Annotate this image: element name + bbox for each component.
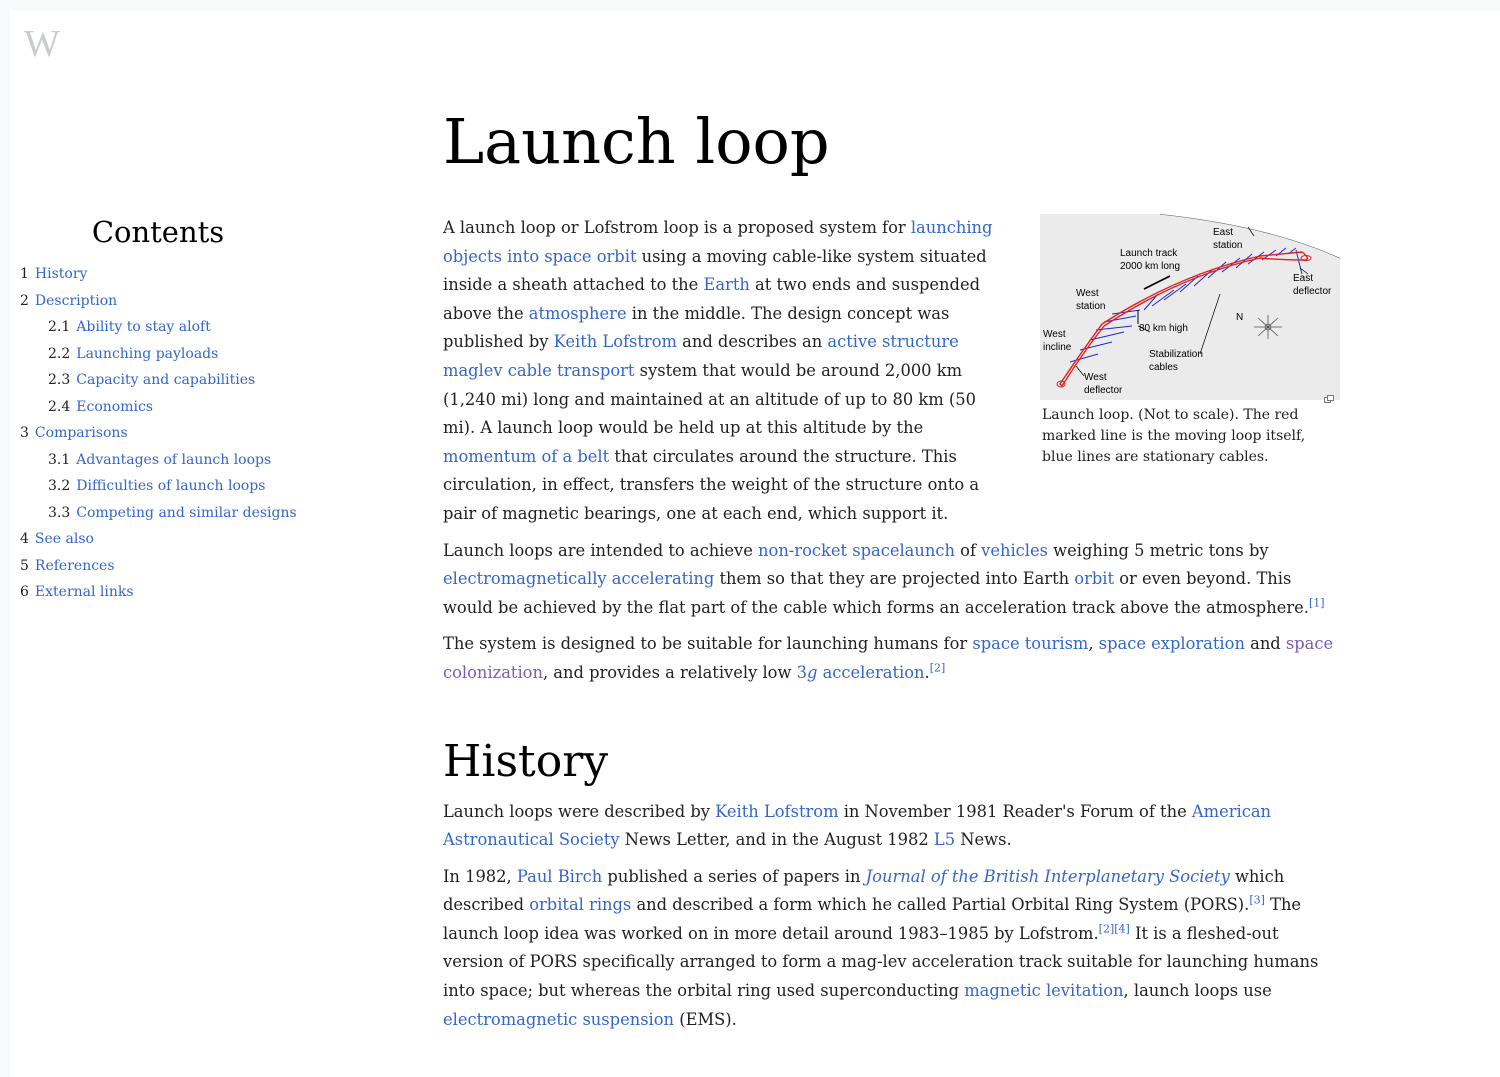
text-run: (EMS). — [674, 1009, 737, 1029]
label-height: 80 km high — [1139, 323, 1188, 334]
article-link[interactable]: Earth — [703, 275, 750, 295]
text-run: A launch loop or Lofstrom loop is a proposed system for — [443, 218, 911, 237]
toc-item-number: 5 — [20, 557, 29, 574]
article-link[interactable]: momentum of a belt — [443, 446, 610, 466]
article-link[interactable]: acceleration — [817, 662, 925, 682]
text-run: using a moving cable-like system situated inside a sheath attached to the — [443, 246, 987, 295]
article-link[interactable]: atmosphere — [528, 303, 627, 323]
article-link[interactable]: American Astronautical Society — [443, 801, 1272, 850]
citation-link[interactable]: [4] — [1114, 922, 1130, 936]
toc-item-link[interactable]: Capacity and capabilities — [76, 372, 256, 388]
article-link[interactable]: magnetic levitation — [964, 981, 1124, 1001]
toc-item-link[interactable]: Comparisons — [34, 425, 128, 441]
toc-item[interactable] — [20, 288, 320, 315]
text-run: Launch loops are intended to achieve — [443, 540, 759, 560]
label-west-deflector: West deflector — [1084, 372, 1123, 396]
article-link[interactable]: orbit — [1074, 569, 1115, 589]
toc-item-link[interactable]: Ability to stay aloft — [76, 319, 211, 335]
toc-item[interactable] — [20, 553, 320, 580]
article-link[interactable]: space exploration — [1098, 634, 1245, 654]
infobox-figure — [1040, 214, 1340, 468]
text-run: . — [924, 662, 930, 682]
toc-item-number: 1 — [20, 266, 29, 282]
toc-item[interactable] — [20, 261, 320, 288]
text-run: News. — [955, 830, 1012, 850]
history-paragraph-1 — [443, 798, 1339, 855]
enlarge-icon[interactable] — [1324, 395, 1334, 403]
toc-item-link[interactable]: History — [34, 266, 88, 282]
article-link[interactable]: Keith Lofstrom — [553, 332, 677, 352]
text-run: The launch loop idea was worked on in more detail around 1983–1985 by Lofstrom. — [443, 895, 1302, 943]
toc-item[interactable] — [20, 341, 320, 368]
toc-item-number: 2.1 — [48, 319, 71, 335]
text-run: system that would be around 2,000 km (1,240 mi) long and maintained at an altitude of up to 80 km (50 mi). A launch loop would be held up at this altitude by the — [443, 360, 976, 438]
toc-item-link[interactable]: Launching payloads — [76, 345, 219, 362]
intro-paragraph-3 — [443, 630, 1339, 687]
toc-item[interactable] — [20, 579, 320, 606]
toc-item-link[interactable]: Economics — [76, 398, 153, 415]
article-link[interactable]: vehicles — [981, 540, 1048, 560]
toc-item-number: 3.1 — [48, 451, 71, 468]
page-title: Launch loop — [443, 105, 830, 178]
text-run: and — [1244, 634, 1286, 654]
toc-item-link[interactable]: See also — [34, 531, 94, 547]
intro-paragraph-2 — [443, 537, 1339, 623]
wikipedia-logo-icon[interactable]: W — [24, 23, 56, 65]
text-run: Launch loops were described by — [443, 801, 716, 821]
text-run: published a series of papers in — [602, 866, 866, 886]
toc-item-number: 4 — [20, 531, 29, 547]
text-run: of — [954, 540, 982, 560]
section-heading-history: History — [443, 735, 609, 787]
text-run: in November 1981 Reader's Forum of the — [838, 801, 1192, 821]
toc-item[interactable] — [20, 367, 320, 394]
text-run: , — [1088, 634, 1099, 654]
toc-item[interactable] — [20, 526, 320, 553]
text-run: which described — [443, 866, 1285, 915]
caption-text: Launch loop. (Not to scale). The red marked line is the moving loop itself, blue lines are stationary cables. — [1042, 407, 1306, 465]
toc-item-number: 2.4 — [48, 398, 71, 415]
toc-item[interactable] — [20, 447, 320, 474]
article-link[interactable]: launching objects into space orbit — [443, 218, 993, 266]
text-run: them so that they are projected into Earth — [714, 569, 1075, 589]
citation-link[interactable]: [2] — [1098, 922, 1115, 936]
toc-item[interactable] — [20, 394, 320, 421]
compass-rose-icon — [1254, 315, 1282, 339]
toc-item[interactable] — [20, 314, 320, 341]
toc-item-link[interactable]: External links — [34, 584, 134, 600]
toc-item-link[interactable]: References — [34, 557, 115, 574]
text-run: and describes an — [676, 332, 828, 352]
text-run: or even beyond. This would be achieved by the flat part of the cable which forms an acceleration track above the atmosphere. — [443, 569, 1309, 617]
toc-item-number: 3.3 — [48, 504, 71, 521]
text-run: at two ends and suspended above the — [443, 275, 980, 323]
citation-link[interactable]: [2] — [929, 661, 946, 675]
article-link[interactable]: Keith Lofstrom — [715, 801, 839, 821]
article-link[interactable]: active structure maglev cable transport — [443, 332, 959, 380]
toc-list — [20, 261, 320, 606]
toc-item-link[interactable]: Competing and similar designs — [76, 504, 297, 521]
article-link[interactable]: space colonization — [443, 634, 1334, 682]
toc-item[interactable] — [20, 500, 320, 527]
article-link[interactable]: space tourism — [972, 634, 1089, 654]
text-run: that circulates around the structure. This circulation, in effect, transfers the weight of the structure onto a pair of magnetic bearings, one at each end, which support it. — [443, 446, 980, 523]
toc-item-link[interactable]: Advantages of launch loops — [76, 451, 272, 468]
toc-item-link[interactable]: Description — [34, 292, 118, 309]
label-compass-north: N — [1236, 312, 1244, 323]
article-link[interactable]: L5 — [933, 830, 956, 850]
article-link[interactable]: non-rocket spacelaunch — [758, 540, 955, 560]
toc-title: Contents — [91, 215, 225, 249]
text-run: , and provides a relatively low — [542, 662, 797, 682]
page — [10, 10, 1500, 1077]
label-west-incline: West incline — [1043, 329, 1072, 353]
toc-item-number: 3 — [20, 425, 29, 441]
article-link[interactable]: Paul Birch — [516, 866, 603, 886]
toc-item-number: 2 — [20, 292, 29, 309]
article-link[interactable]: electromagnetically accelerating — [443, 569, 715, 589]
text-run: In 1982, — [443, 866, 517, 886]
toc-item-number: 2.3 — [48, 372, 71, 388]
text-run: weighing 5 metric tons by — [1048, 540, 1269, 560]
label-stabilization: Stabilization cables — [1149, 349, 1203, 373]
toc-item-link[interactable]: Difficulties of launch loops — [76, 478, 266, 494]
text-run: , launch loops use — [1123, 981, 1272, 1001]
label-east-deflector: East deflector — [1293, 273, 1332, 297]
article-link[interactable]: orbital rings — [529, 895, 632, 915]
text-run: and described a form which he called Partial Orbital Ring System (PORS). — [631, 895, 1250, 915]
citation-link[interactable]: [3] — [1249, 893, 1265, 907]
article-link[interactable]: g — [806, 662, 818, 682]
citation-link[interactable]: [1] — [1308, 596, 1325, 610]
table-of-contents — [20, 215, 320, 606]
text-run: The system is designed to be suitable for launching humans for — [443, 634, 973, 654]
toc-item-number: 6 — [20, 584, 29, 600]
label-east-station: East station — [1213, 227, 1243, 251]
text-run: It is a fleshed-out version of PORS specifically arranged to form a mag-lev acceleration track suitable for launching humans into space; but whereas the orbital ring used superconducting — [443, 923, 1319, 1001]
article-link[interactable]: 3 — [796, 662, 807, 682]
figure-caption — [1040, 405, 1340, 468]
article-link[interactable]: Journal of the British Interplanetary Society — [865, 866, 1230, 886]
launch-loop-diagram[interactable] — [1040, 214, 1340, 400]
label-west-station: West station — [1076, 288, 1106, 312]
toc-item[interactable] — [20, 420, 320, 447]
article-link[interactable]: electromagnetic suspension — [443, 1009, 675, 1029]
label-launch-track: Launch track 2000 km long — [1120, 248, 1181, 272]
article-body — [443, 214, 1339, 1042]
toc-item-number: 2.2 — [48, 345, 71, 362]
toc-item-number: 3.2 — [48, 478, 71, 494]
history-paragraph-2 — [443, 863, 1339, 1035]
text-run: in the middle. The design concept was published by — [443, 303, 950, 352]
text-run: News Letter, and in the August 1982 — [619, 830, 934, 850]
toc-item[interactable] — [20, 473, 320, 500]
